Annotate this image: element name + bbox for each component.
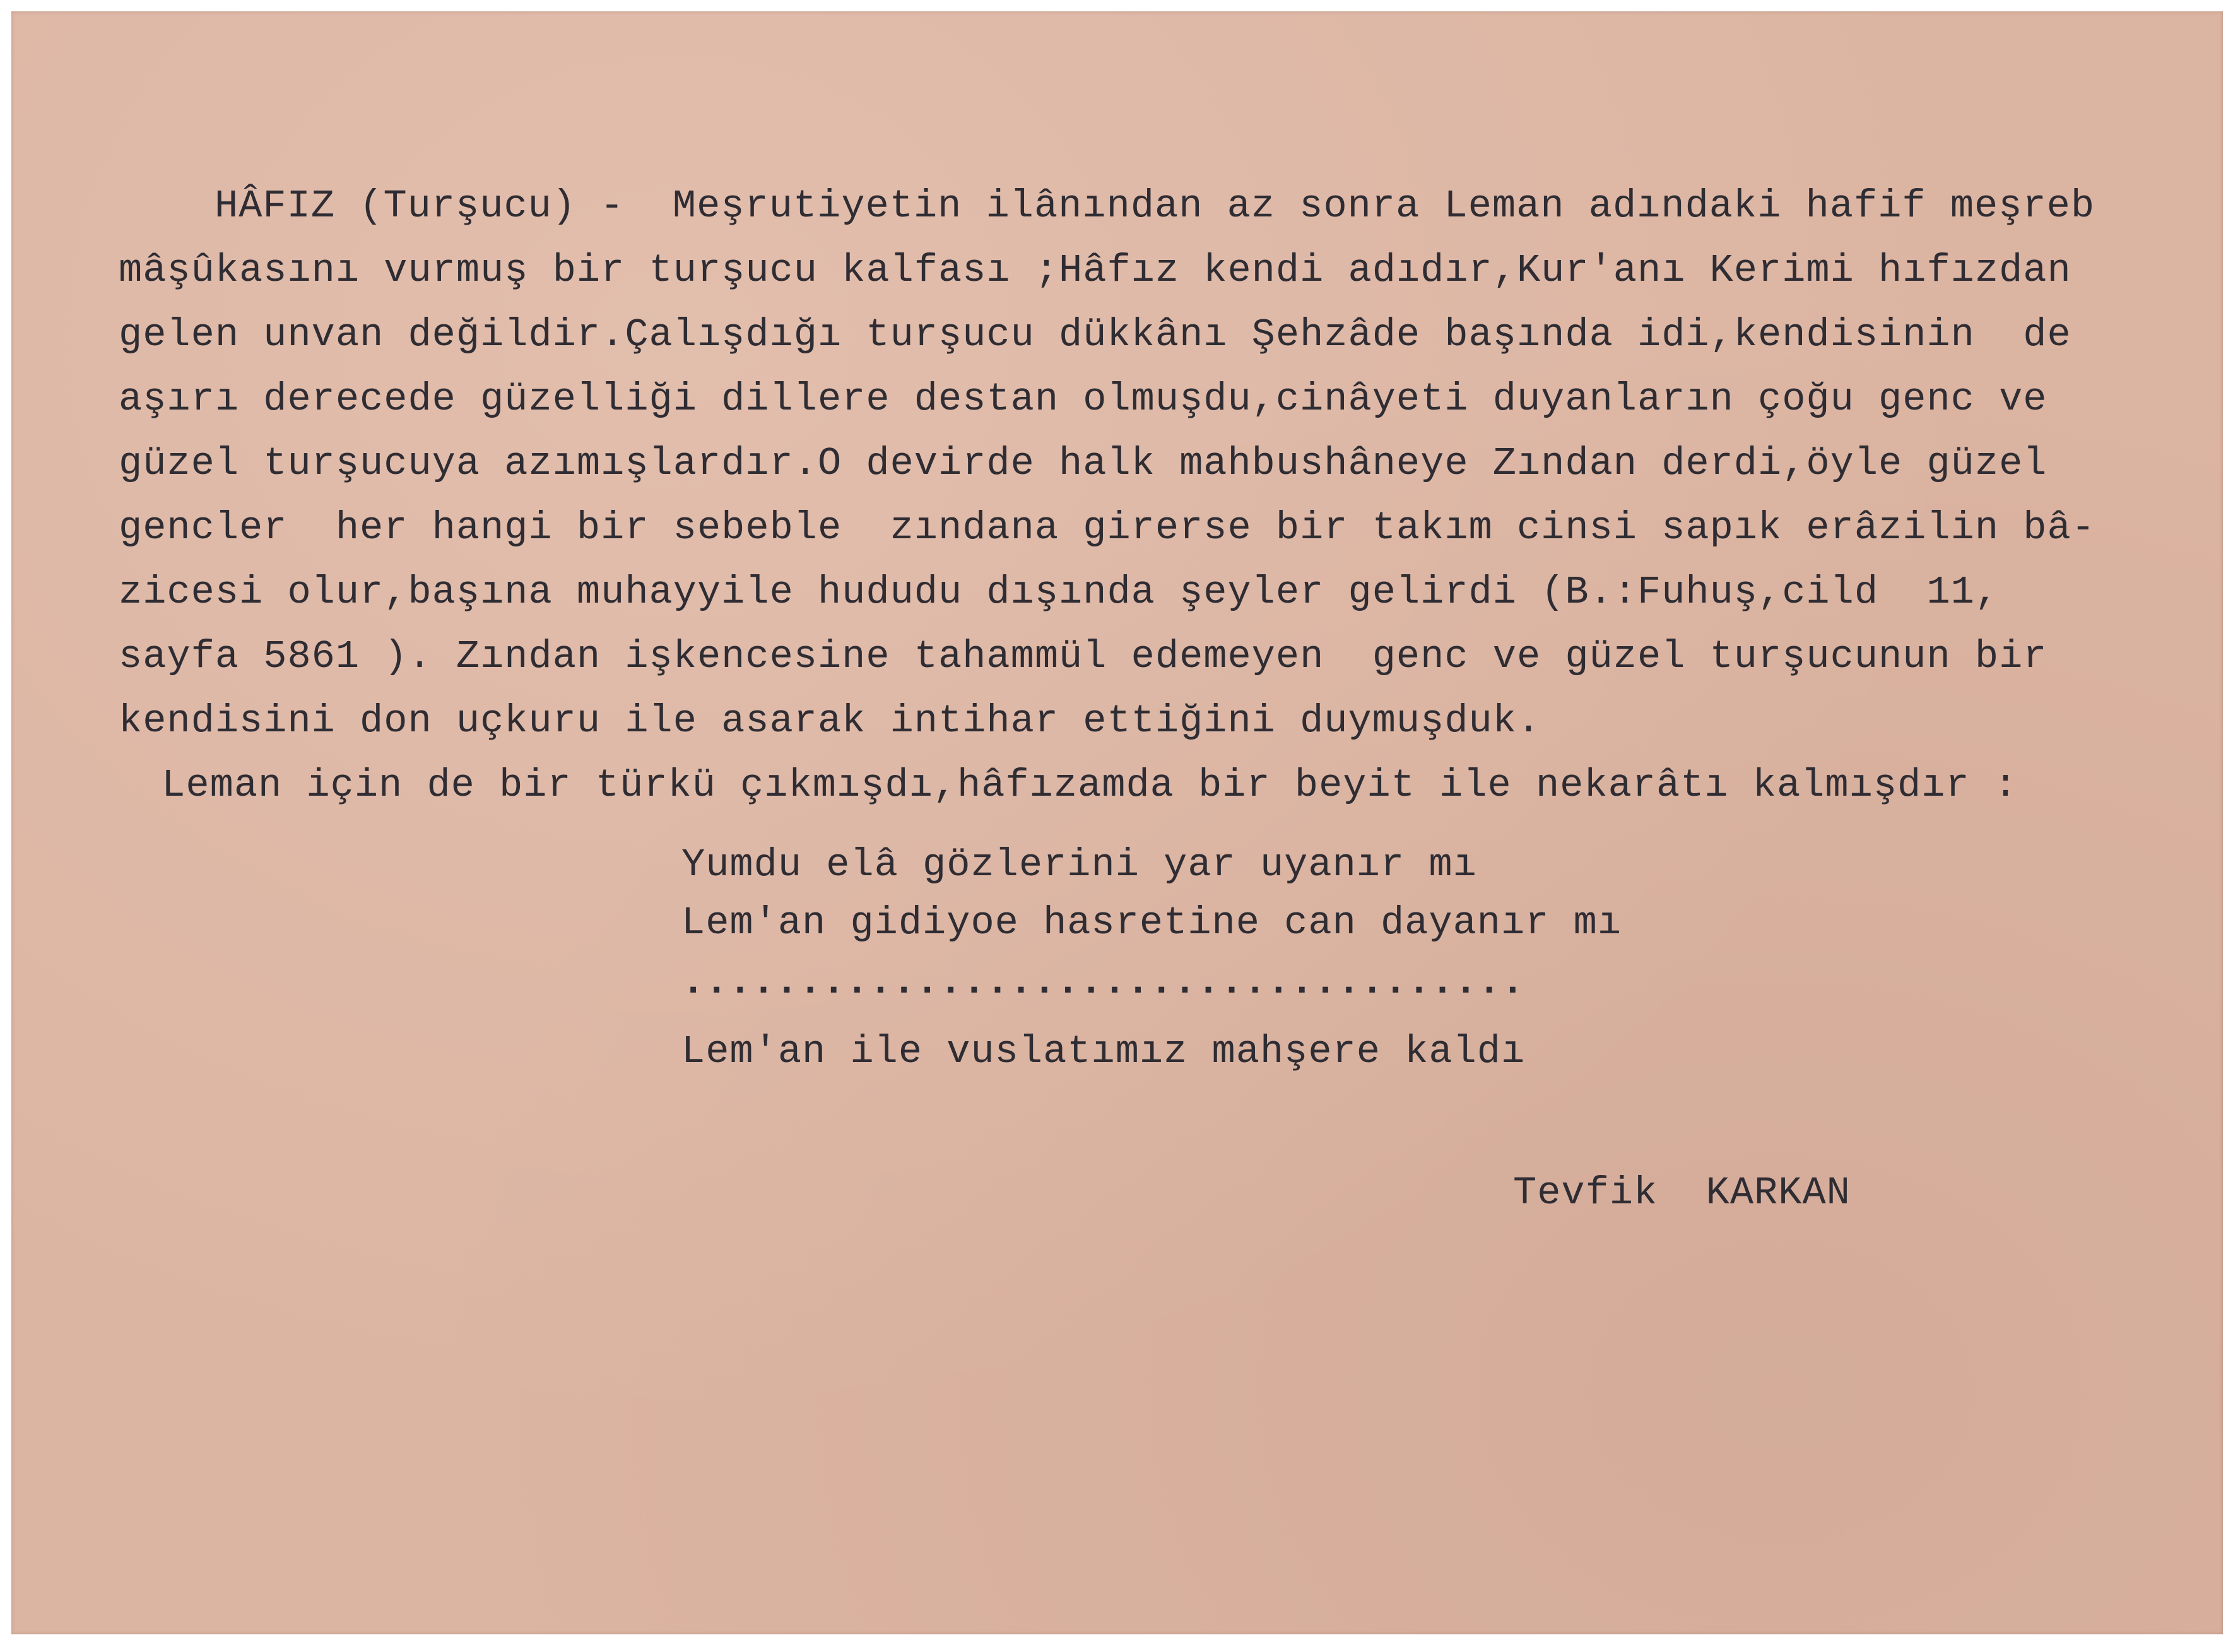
paragraph-line-1: HÂFIZ (Turşucu) - Meşrutiyetin ilânından az sonra Leman adındaki hafif meşreb	[215, 184, 2095, 228]
paragraph-line-3: gelen unvan değildir.Çalışdığı turşucu dükkânı Şehzâde başında idi,kendisinin de	[119, 312, 2071, 357]
paragraph-line-2: mâşûkasını vurmuş bir turşucu kalfası ;Hâfız kendi adıdır,Kur'anı Kerimi hıfızdan	[119, 248, 2071, 293]
verse-line-3: Lem'an ile vuslatımız mahşere kaldı	[681, 1029, 1526, 1074]
verse-line-1: Yumdu elâ gözlerini yar uyanır mı	[681, 842, 1477, 887]
paragraph-line-8: sayfa 5861 ). Zından işkencesine tahammül edemeyen genc ve güzel turşucunun bir	[119, 634, 2047, 679]
paragraph-line-5: güzel turşucuya azımışlardır.O devirde halk mahbushâneye Zından derdi,öyle güzel	[119, 441, 2047, 486]
paragraph-line-4: aşırı derecede güzelliği dillere destan olmuşdu,cinâyeti duyanların çoğu genc ve	[119, 377, 2047, 422]
paragraph-line-10: Leman için de bir türkü çıkmışdı,hâfızamda bir beyit ile nekarâtı kalmışdır :	[138, 763, 2018, 808]
paragraph-line-9: kendisini don uçkuru ile asarak intihar ettiğini duymuşduk.	[119, 699, 1541, 743]
verse-dotted-separator: ....................................	[681, 960, 1524, 1005]
paragraph-line-6: gencler her hangi bir sebeble zındana girerse bir takım cinsi sapık erâzilin bâ-	[119, 505, 2095, 550]
paragraph-line-7: zicesi olur,başına muhayyile hududu dışında şeyler gelirdi (B.:Fuhuş,cild 11,	[119, 570, 2000, 615]
signature: Tevfik KARKAN	[1513, 1171, 1851, 1215]
typewritten-card	[11, 11, 2223, 1634]
verse-line-2: Lem'an gidiyoe hasretine can dayanır mı	[681, 900, 1622, 945]
